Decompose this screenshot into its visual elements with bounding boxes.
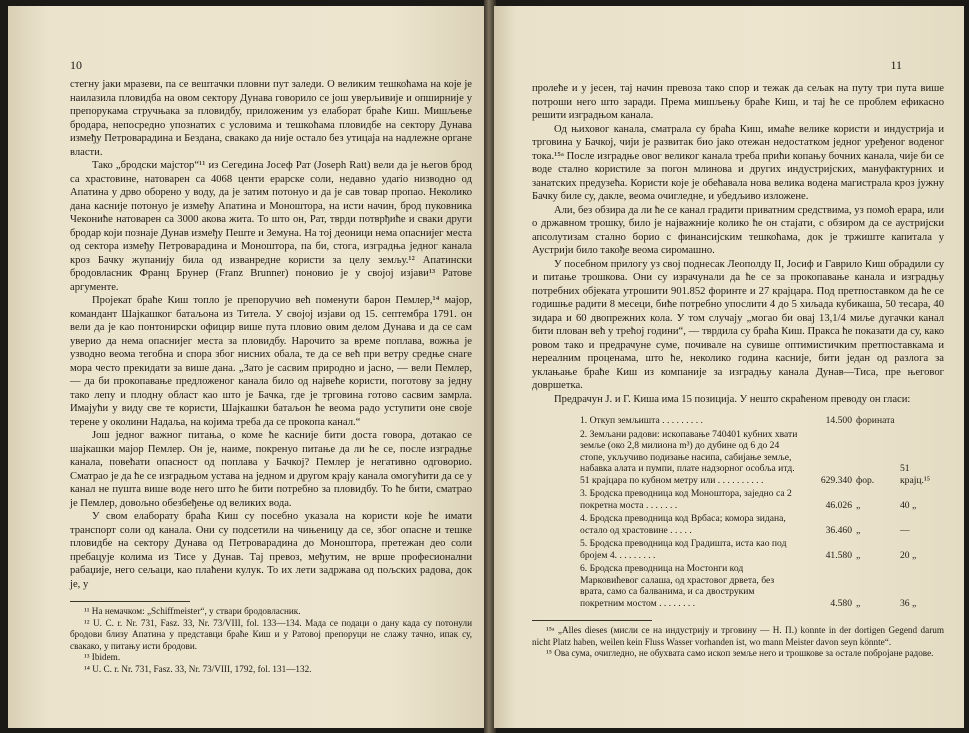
cost-unit: „ xyxy=(856,597,861,609)
paragraph: Тако „бродски мајстор“¹¹ из Сегедина Јосеф Рат (Joseph Ratt) вели да је његов брод са храстовине, натоварен са 4068 центи ерарске соли, недавно удario низводно од Апатина у дрво оборено у воду, да је затим потонуо и да је сав товар пропао. Неколико дана касније потонуо је између Апатина и Моноштора, на исти начин, брод пуковника Чекониће натоварен са 3000 акова жита. То што он, Рат, тврди потврђиће и сваки други бродар који познаје Дунав између Пеште и Земуна. На тој деоници нема опаснијег места од сектора између Петроварадина и Моноштора, па би, стога, изградња једног канала кроз Бачку жупанију била од изванредне користи за целу земљу.¹² Апатински бродовласник Франц Брунер (Franz Brunner) поновио је у својој изјави¹³ Ратове аргументе. xyxy=(70,160,472,293)
cost-amount: 36.460 xyxy=(825,524,852,536)
footnote: ¹⁵ᵃ „Alles dieses (мисли се на индустрију и трговину — Н. П.) konnte in der dortigen Gegend darum nicht Platz haben, weilen kein Fluss Wasser vorhanden ist, wo mann Meister davon seyn könnte“. xyxy=(532,625,944,647)
cost-item: 6. Бродска преводница на Мостонги код Марковићевог салаша, од храстовог дрвета, без врата, само са балванима, и са двоструким покретним мостом . . . . . . . . xyxy=(580,563,775,609)
cost-item: 5. Бродска преводница код Градишта, иста као под бројем 4. . . . . . . . . xyxy=(580,538,787,561)
footnote: ¹³ Ibidem. xyxy=(84,652,121,662)
paragraph: Предрачун Ј. и Г. Киша има 15 позиција. У нешто скраћеном преводу он гласи: xyxy=(554,393,911,405)
cost-extra: 40 „ xyxy=(900,499,917,511)
cost-extra: 51 крајц.¹⁵ xyxy=(900,463,931,486)
cost-unit: „ xyxy=(856,499,861,511)
cost-extra xyxy=(898,414,938,428)
table-row xyxy=(578,537,938,562)
paragraph: стегну јаки мразеви, па се вештачки пловни пут заледи. О великим тешкоћама на које је наилазила пловидба на овом сектору Дунава говорило се још уверљивије и опширније у препорукама стручњака за пловидбу, приложеним уз елаборат браће Киш. Мишљење бродара, непосредно упознатих с условима и тешкоћама пловидбе на сектору Дунава између Петроварадина и Бездана, свакако да није остало без утицаја на надлежне органе власти. xyxy=(70,79,472,158)
cost-amount: 4.580 xyxy=(830,597,852,609)
footnote-rule xyxy=(70,601,190,602)
footnote-rule xyxy=(532,620,652,621)
cost-unit: фор. xyxy=(856,474,875,486)
table-row xyxy=(578,428,938,488)
cost-item: 2. Земљани радови: ископавање 740401 кубних хвати земље (око 2,8 милиона m³) до дубине од 6 до 24 стопе, укључиво подизање насипа, сабијање земље, набавка алата и пумпи, плате надзорног особља итд. 51 крајцара по кубном метру или . . . . . . . . . . xyxy=(580,428,798,486)
cost-unit: „ xyxy=(856,549,861,561)
paragraph: Али, без обзира да ли ће се канал градити приватним средствима, уз помоћ ерара, или о државном трошку, било је најважније колико ће он стајати, с обзиром да се аустријски апсолутизам стално борио с финансијским тешкоћама, док је тржиште капитала у Аустрији било такође веома сиромашно. xyxy=(532,204,944,256)
paragraph: Од њиховог канала, сматрала су браћа Киш, имаће велике користи и индустрија и трговина у Бачкој, чији је развитак био јако отежан недостатком једног уређеног воденог тока.¹⁵ᵃ После изградње овог великог канала треба прићи копању бочних канала, чије би се воде стално користиле за погон млинова и других индустријских, мануфактурних и занатских предузећа. Користи које је обећавала нова велика водена магистрала кроз јужну Бачку биле су, дакле, веома очигледне, и убедљиво изложене. xyxy=(532,123,944,202)
cost-item: 4. Бродска преводница код Врбаса; комора зидана, остало од храстовине . . . . . xyxy=(580,513,786,536)
table-row xyxy=(578,414,938,428)
cost-extra: 36 „ xyxy=(900,597,917,609)
footnote: ¹⁴ U. C. r. Nr. 731, Fasz. 33, Nr. 73/VIII, 1792, fol. 131—132. xyxy=(84,663,312,674)
paragraph: У свом елаборату браћа Киш су посебно указала на користи које ће имати транспорт соли од канала. Они су подсетили на чињеницу да се, због опасне и тешке пловидбе на сектору Дунава од Петроварадина до Моноштора, претежан део соли пребацује колима из Тисе у Дунав. Тај превоз, међутим, не врше професионални рабаџије, него сељаци, као плаћени кулук. То их лети задржава од пољских радова, док је, у xyxy=(70,511,472,590)
page-number: 11 xyxy=(890,58,902,72)
cost-unit: „ xyxy=(856,524,861,536)
left-page xyxy=(8,6,486,728)
paragraph: пролеће и у јесен, тај начин превоза тако спор и тежак да сељак на путу три пута више потроши него што заради. Према мишљењу браће Киш, и тај ће се проблем ефикасно решити изградњом канала. xyxy=(532,83,944,121)
paragraph: Пројекат браће Киш топло је препоручио већ поменути барон Пемлер,¹⁴ мајор, командант Шајкашког батаљона из Титела. У својој изјави од 15. септембра 1791. он вели да је као понтонирски официр више пута пловио овим делом Дунава и да се сам уверио да нема опаснијег места за пловидбу. Нарочито за време поплава, вожња је узводно веома тегобна и спора због нисних обала, те да се већ при ветру средње снаге мора често прекидати за више дана. „Зато је сасвим природно и јасно, — вели Пемлер, — да би прокопавање предложеног канала било од највеће користи, поготову за једну тако лепу и плодну област као што је Бачка, где је трговина готово сасвим замрла. Имајући у виду све те користи, Шајкашки батаљон ће веома радо уступити оне своје терене у околини Надаља, на којима треба да се прокопа канал.“ xyxy=(70,295,472,428)
table-row xyxy=(578,562,938,610)
cost-extra: — xyxy=(900,524,910,536)
cost-unit: форината xyxy=(856,415,895,426)
body-text xyxy=(70,78,472,675)
cost-item: 1. Откуп земљишта . . . . . . . . . xyxy=(580,415,703,426)
cost-item: 3. Бродска преводница код Моноштора, заједно са 2 покретна моста . . . . . . . xyxy=(580,488,792,511)
right-page xyxy=(494,6,964,728)
cost-amount: 41.580 xyxy=(825,549,852,561)
body-text xyxy=(532,82,944,660)
table-row xyxy=(578,487,938,512)
cost-table xyxy=(578,414,938,610)
table-row xyxy=(578,512,938,537)
footnote: ¹¹ На немачком: „Schiffmeister“, у ствари бродовласник. xyxy=(84,606,301,616)
page-number: 10 xyxy=(70,58,82,72)
cost-amount: 46.026 xyxy=(825,499,852,511)
footnote: ¹⁵ Ова сума, очигледно, не обухвата само ископ земље него и трошкове за остале побројане радове. xyxy=(546,648,934,658)
cost-amount: 14.500 xyxy=(825,415,852,426)
cost-extra: 20 „ xyxy=(900,549,917,561)
paragraph: У посебном прилогу уз свој поднесак Леополду II, Јосиф и Гаврило Киш обрадили су и питање трошкова. Они су израчунали да ће се за прокопавање канала и изградњу потребних објеката утрошити 901.852 форинте и 27 крајцара. Под претпоставком да ће се годишње радити 8 месеци, биће потребно упослити 4 до 5 хиљада кубикаша, 50 тесара, 40 зидара и 60 двопрежних кола. У том случају „могао би овај 13,1/4 миље дугачки канал бити плован већ у трећој години“, — тврдила су браћа Киш. Пракса ће показати да су, како ровом тако и предрачуне суме, почивале на сувише оптимистичким претпоставкама и нереалним проценама, што ће, неколико година касније, бити један од разлога за уклањање браће Киш из компаније за изградњу канала Дунав—Тиса, пре његовог довршетка. xyxy=(532,258,944,391)
cost-amount: 629.340 xyxy=(820,474,852,486)
paragraph: Још једног важног питања, о коме ће касније бити доста говора, дотакао се шајкашки мајор Пемлер. Он је, наиме, покренуо питање да ли ће се, после изградње канала, повећати опасност од поплава у Бачкој? Пемлер је негативно одговорио. Сматрао је да ће се изградњом устава на једном и другом крају канала омогућити да се у канал не пушта више воде него што ће бити потребно за пловидбу. То ће бити, сматрао је Пемлер, довољно обезбеђење од великих вода. xyxy=(70,430,472,509)
footnote: ¹² U. C. r. Nr. 731, Fasz. 33, Nr. 73/VIII, fol. 133—134. Мада се подаци о дану када су потонули бродови близу Апатина у представци браће Киш и у Ратовој препоруци не слажу тачно, ипак су, свакако, у питању исти бродови. xyxy=(70,617,472,651)
